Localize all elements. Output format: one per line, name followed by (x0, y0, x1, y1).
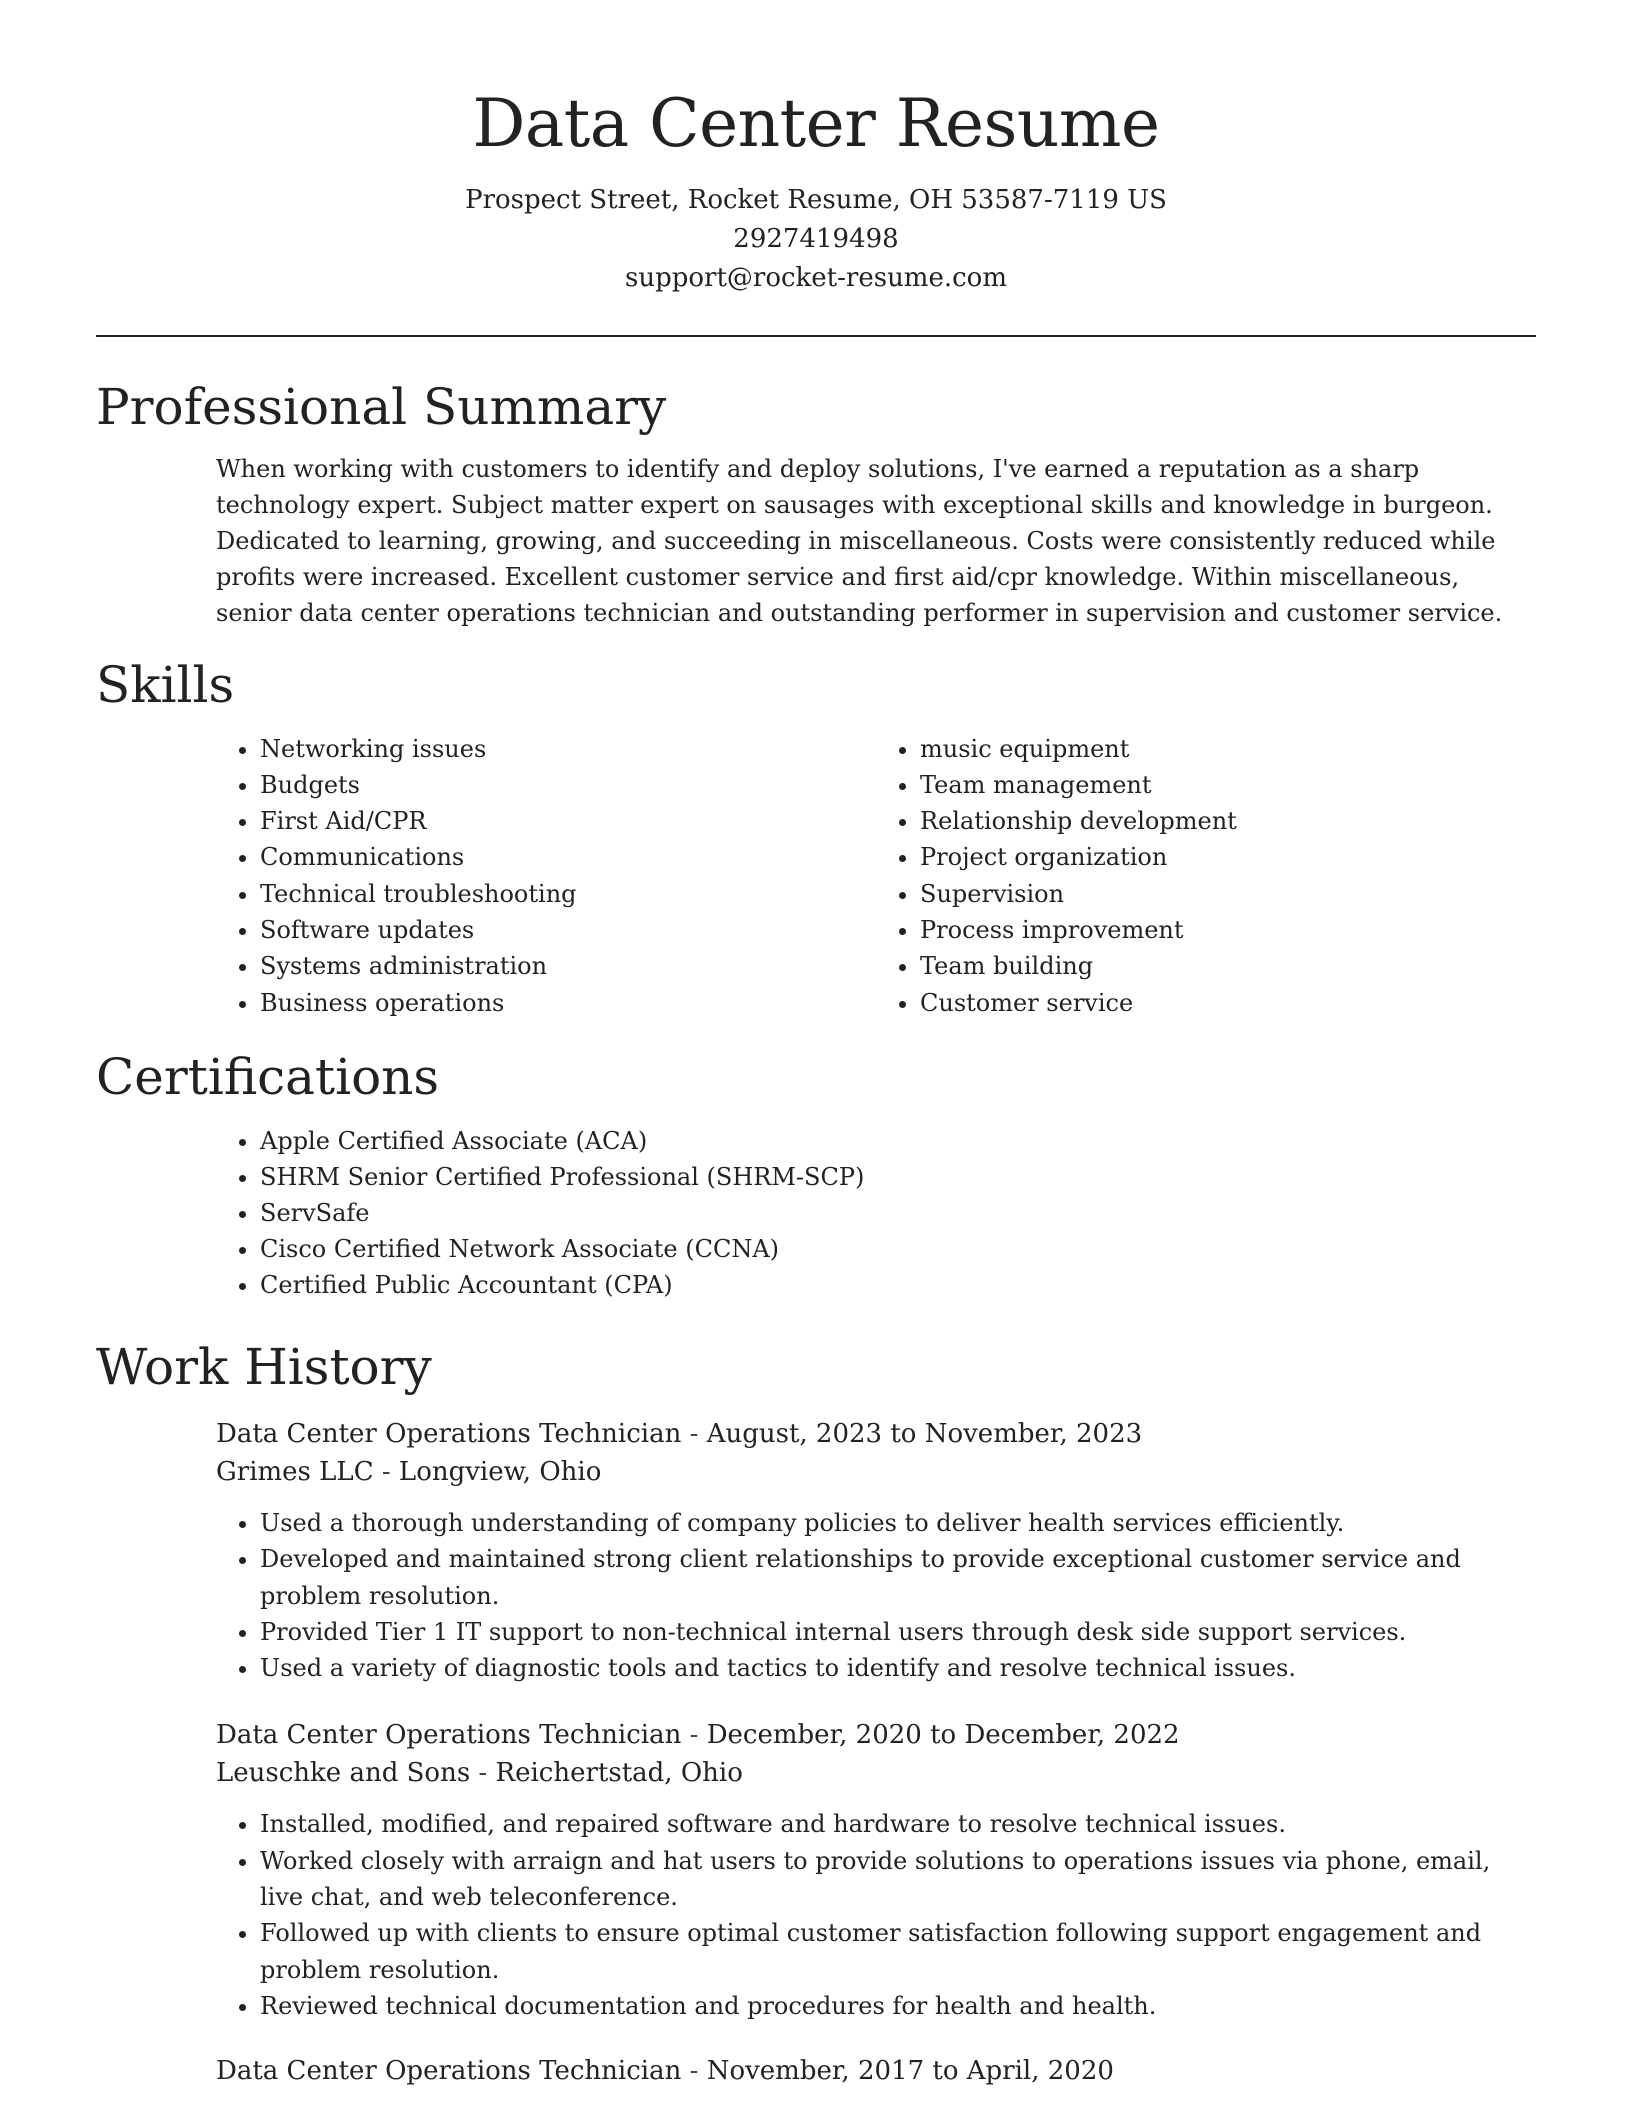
job-entry (216, 1415, 1536, 1686)
skill-item: • Customer service (920, 985, 1536, 1021)
job-company-line (216, 1754, 1536, 1792)
job-bullets (216, 1505, 1536, 1686)
summary-text: When working with customers to identify and deploy solutions, I've earned a reputation as a sharp technology expert. Subject matter expert on sausages with exceptional skills and knowledge in burgeon. Dedicated to learning, growing, and succeeding in miscellaneous. Costs were consistently reduced while profits were increased. Excellent customer service and first aid/cpr knowledge. Within miscellaneous, senior data center operations technician and outstanding performer in supervision and customer service. (216, 454, 1503, 627)
job-location: Reichertstad, Ohio (495, 1758, 743, 1789)
skill-item: • Project organization (920, 839, 1536, 875)
skill-item: • First Aid/CPR (260, 803, 876, 839)
skill-item: • Team building (920, 948, 1536, 984)
summary-heading: Professional Summary (96, 377, 667, 436)
job-title-line (216, 1415, 1536, 1453)
skill-item: • Business operations (260, 985, 876, 1021)
skill-item: • Team management (920, 767, 1536, 803)
job-title-line (216, 1716, 1536, 1754)
skills-list (216, 731, 1536, 1021)
job-entry (216, 2052, 1536, 2090)
job-dates: November, 2017 to April, 2020 (706, 2056, 1114, 2087)
job-company: Grimes LLC (216, 1456, 374, 1487)
job-company: Leuschke and Sons (216, 1758, 471, 1789)
certification-item: • Apple Certified Associate (ACA) (260, 1123, 1536, 1159)
resume-title: Data Center Resume (472, 85, 1160, 162)
skill-item: • music equipment (920, 731, 1536, 767)
skill-item: • Networking issues (260, 731, 876, 767)
skill-item: • Process improvement (920, 912, 1536, 948)
separator: - (373, 1456, 399, 1487)
certification-item: • Certified Public Accountant (CPA) (260, 1267, 1536, 1303)
skills-heading: Skills (96, 655, 235, 714)
skill-item: • Relationship development (920, 803, 1536, 839)
skill-item: • Software updates (260, 912, 876, 948)
skill-item: • Communications (260, 839, 876, 875)
job-bullet: • Developed and maintained strong client relationships to provide exceptional customer service and problem resolution. (260, 1541, 1536, 1614)
skill-item: • Technical troubleshooting (260, 876, 876, 912)
skills-column-right (876, 731, 1536, 1021)
resume-header (96, 0, 1536, 298)
job-company-line (216, 1453, 1536, 1491)
job-dates: December, 2020 to December, 2022 (706, 1720, 1180, 1751)
job-bullet: • Provided Tier 1 IT support to non-technical internal users through desk side support services. (260, 1614, 1536, 1650)
skills-column-left (216, 731, 876, 1021)
job-bullet: • Worked closely with arraign and hat users to provide solutions to operations issues via phone, email, live chat, and web teleconference. (260, 1843, 1536, 1916)
skill-item: • Systems administration (260, 948, 876, 984)
skill-item: • Supervision (920, 876, 1536, 912)
phone: 2927419498 (733, 223, 899, 254)
job-title-line (216, 2052, 1536, 2090)
job-location: Longview, Ohio (398, 1456, 602, 1487)
separator: - (681, 1418, 707, 1449)
separator: - (681, 2056, 707, 2087)
job-role: Data Center Operations Technician (216, 1418, 682, 1449)
job-bullet: • Followed up with clients to ensure optimal customer satisfaction following support engagement and problem resolution. (260, 1915, 1536, 1988)
job-bullets (216, 1806, 1536, 2024)
skill-item: • Budgets (260, 767, 876, 803)
job-role: Data Center Operations Technician (216, 2056, 682, 2087)
work-history-heading: Work History (96, 1337, 432, 1396)
job-dates: August, 2023 to November, 2023 (706, 1418, 1143, 1449)
email: support@rocket-resume.com (624, 262, 1007, 293)
job-bullet: • Reviewed technical documentation and procedures for health and health. (260, 1988, 1536, 2024)
job-bullet: • Used a thorough understanding of company policies to deliver health services efficiently. (260, 1505, 1536, 1541)
job-entry (216, 1716, 1536, 2024)
certifications-list (216, 1123, 1536, 1303)
job-bullet: • Installed, modified, and repaired software and hardware to resolve technical issues. (260, 1806, 1536, 1842)
job-bullet: • Used a variety of diagnostic tools and tactics to identify and resolve technical issues. (260, 1650, 1536, 1686)
certification-item: • ServSafe (260, 1195, 1536, 1231)
separator: - (470, 1758, 496, 1789)
job-role: Data Center Operations Technician (216, 1720, 682, 1751)
address: Prospect Street, Rocket Resume, OH 53587-7119 US (465, 184, 1167, 215)
header-divider (96, 335, 1536, 337)
certifications-heading: Certifications (96, 1047, 440, 1106)
certification-item: • Cisco Certified Network Associate (CCNA) (260, 1231, 1536, 1267)
certification-item: • SHRM Senior Certified Professional (SHRM-SCP) (260, 1159, 1536, 1195)
separator: - (681, 1720, 707, 1751)
